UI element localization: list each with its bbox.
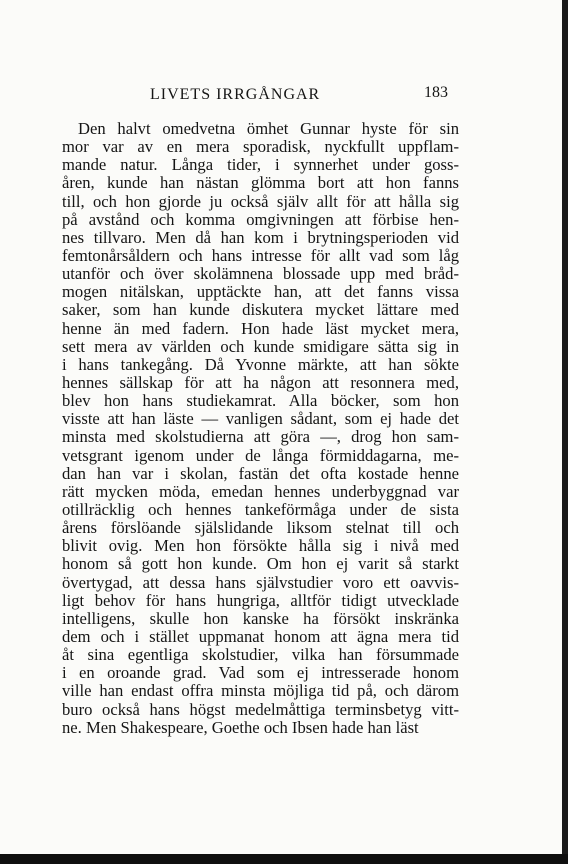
text-line: dan han var i skolan, fastän det ofta kostade henne [62, 463, 459, 483]
text-line: vetsgrant igenom under de långa förmiddagarna, me- [62, 445, 459, 465]
text-line: ville han endast offra minsta möjliga tid på, och därom [62, 681, 459, 701]
text-line: rätt mycken möda, emedan hennes underbyggnad var [62, 481, 459, 501]
text-line: femtonårsåldern och hans intresse för allt vad som låg [62, 245, 459, 265]
text-line: intelligens, skulle hon kanske ha försökt inskränka [62, 608, 459, 628]
text-line: blev hon hans studiekamrat. Alla böcker, som hon [62, 391, 459, 411]
text-line: i hans tankegång. Då Yvonne märkte, att han sökte [62, 354, 459, 374]
text-line: sett mera av världen och kunde smidigare sätta sig in [62, 336, 459, 356]
text-line: blivit ovig. Men hon försökte hålla sig i nivå med [62, 536, 459, 556]
text-line: saker, som han kunde diskutera mycket lättare med [62, 300, 459, 320]
text-line: på avstånd och komma omgivningen att förbise hen- [62, 209, 459, 229]
text-line: honom så gott hon kunde. Om hon ej varit så starkt [62, 554, 459, 574]
page-number: 183 [424, 84, 448, 101]
text-line: till, och hon gjorde ju också själv allt för att hålla sig [62, 191, 459, 211]
text-line: henne än med fadern. Hon hade läst mycket mera, [62, 318, 459, 338]
text-line: övertygad, att dessa hans självstudier voro ett oavvis- [62, 572, 459, 592]
text-line: mande natur. Långa tider, i synnerhet under goss- [62, 155, 459, 175]
text-line: i en oroande grad. Vad som ej intresserade honom [62, 663, 459, 683]
scan-edge-right [562, 0, 568, 864]
text-line: nes tillvaro. Men då han kom i brytningsperioden vid [62, 227, 459, 247]
text-line: mogen nitälskan, upptäckte han, att det fanns vissa [62, 282, 459, 302]
text-line: ne. Men Shakespeare, Goethe och Ibsen hade han läst [62, 717, 419, 737]
text-line: dem och i stället uppmanat honom att ägna mera tid [62, 626, 459, 646]
text-line: åt sina egentliga skolstudier, vilka han försummade [62, 645, 459, 665]
text-line: mor var av en mera sporadisk, nyckfullt uppflam- [62, 137, 459, 157]
scan-edge-bottom [0, 854, 568, 864]
text-line: årens förslöande själslidande liksom stelnat till och [62, 518, 459, 538]
text-line: åren, kunde han nästan glömma bort att hon fanns [62, 173, 459, 193]
text-line: utanför och över skolämnena blossade upp med bråd- [62, 264, 459, 284]
text-line: otillräcklig och hennes tankeförmåga under de sista [62, 499, 459, 519]
text-line: visste att han läste — vanligen sådant, som ej hade det [62, 409, 459, 429]
text-line: Den halvt omedvetna ömhet Gunnar hyste för sin [78, 119, 459, 138]
text-line: hennes sällskap för att ha någon att resonnera med, [62, 372, 459, 392]
text-line: buro också hans högst medelmåttiga terminsbetyg vitt- [62, 699, 459, 719]
text-line: ligt behov för hans hungriga, alltför tidigt utvecklade [62, 590, 459, 610]
text-line: minsta med skolstudierna att göra —, drog hon sam- [62, 427, 459, 447]
body-text [62, 120, 459, 737]
running-title: LIVETS IRRGÅNGAR [150, 86, 321, 103]
